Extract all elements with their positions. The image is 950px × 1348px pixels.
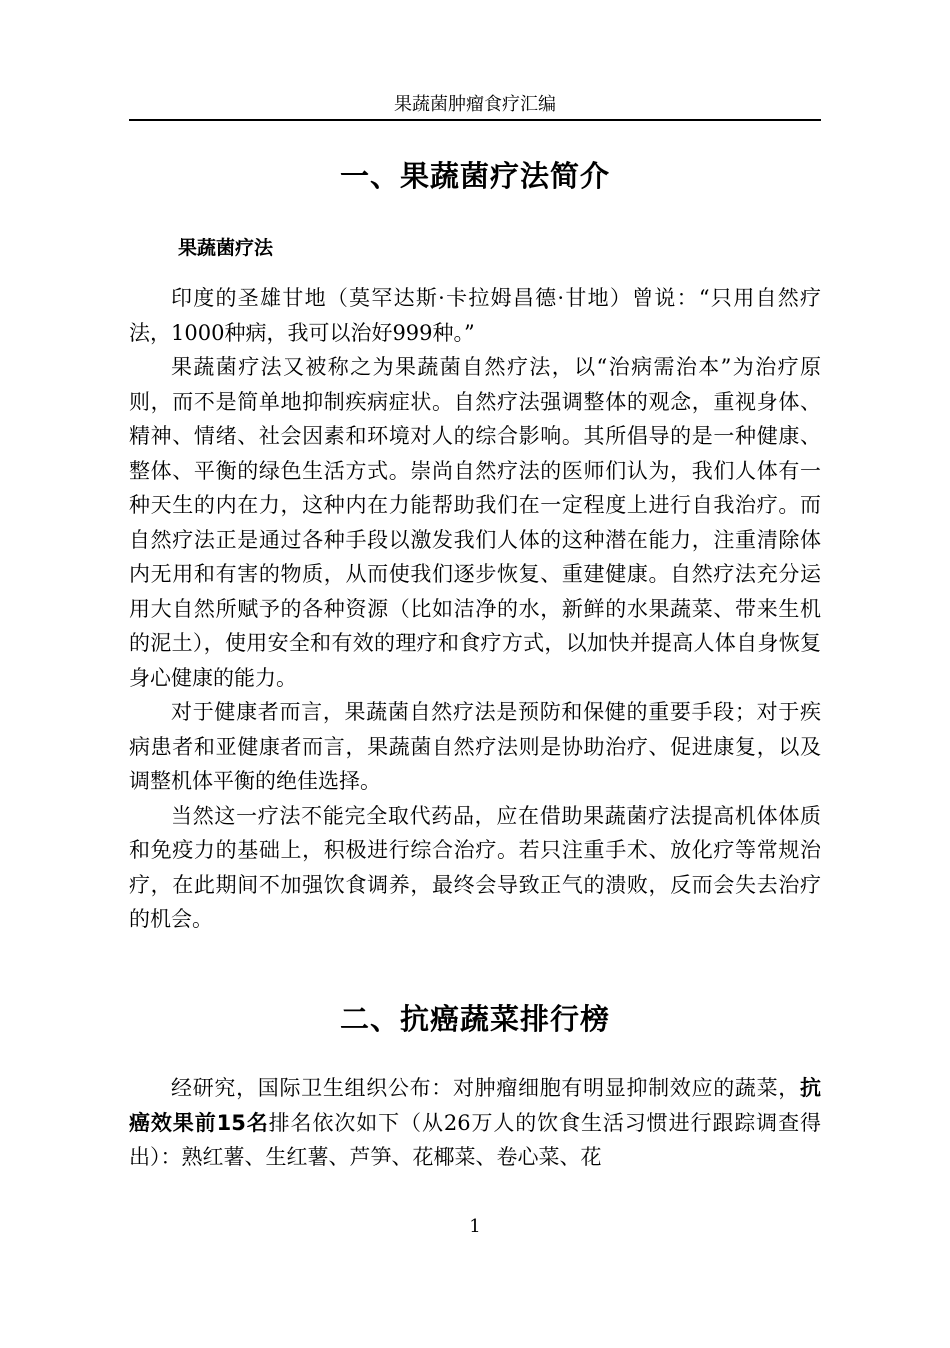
paragraph-text: 排名依次如下（从26万人的饮食生活习惯进行跟踪调查得出）：熟红薯、生红薯、芦笋、花椰菜、卷心菜、花 bbox=[129, 1110, 821, 1169]
section-2-title: 二、抗癌蔬菜排行榜 bbox=[339, 1002, 610, 1036]
paragraph: 果蔬菌疗法又被称之为果蔬菌自然疗法，以“治病需治本”为治疗原则，而不是简单地抑制疾病症状。自然疗法强调整体的观念，重视身体、精神、情绪、社会因素和环境对人的综合影响。其所倡导的是一种健康、整体、平衡的绿色生活方式。崇尚自然疗法的医师们认为，我们人体有一种天生的内在力，这种内在力能帮助我们在一定程度上进行自我治疗。而自然疗法正是通过各种手段以激发我们人体的这种潜在能力，注重清除体内无用和有害的物质，从而使我们逐步恢复、重建健康。自然疗法充分运用大自然所赋予的各种资源（比如洁净的水，新鲜的水果蔬菜、带来生机的泥土），使用安全和有效的理疗和食疗方式，以加快并提高人体自身恢复身心健康的能力。 bbox=[129, 355, 821, 690]
running-header: 果蔬菌肿瘤食疗汇编 bbox=[394, 94, 556, 115]
paragraph: 当然这一疗法不能完全取代药品，应在借助果蔬菌疗法提高机体体质和免疫力的基础上，积极进行综合治疗。若只注重手术、放化疗等常规治疗，在此期间不加强饮食调养，最终会导致正气的溃败，反而会失去治疗的机会。 bbox=[129, 803, 821, 931]
paragraph bbox=[129, 1071, 821, 1175]
paragraph: 对于健康者而言，果蔬菌自然疗法是预防和保健的重要手段；对于疾病患者和亚健康者而言，果蔬菌自然疗法则是协助治疗、促进康复，以及调整机体平衡的绝佳选择。 bbox=[129, 700, 821, 793]
page-number: 1 bbox=[469, 1216, 481, 1237]
paragraph: 印度的圣雄甘地（莫罕达斯·卡拉姆昌德·甘地）曾说：“只用自然疗法，1000种病，我可以治好999种。” bbox=[129, 286, 821, 345]
section-1-subtitle: 果蔬菌疗法 bbox=[178, 237, 274, 259]
section-1-body bbox=[129, 281, 821, 937]
paragraph-text: 经研究，国际卫生组织公布：对肿瘤细胞有明显抑制效应的蔬菜， bbox=[171, 1076, 800, 1100]
section-1-title: 一、果蔬菌疗法简介 bbox=[339, 159, 610, 193]
section-2-body bbox=[129, 1071, 821, 1175]
header-rule bbox=[129, 119, 821, 121]
emphasis-text: 抗癌效果前15名 bbox=[129, 1076, 821, 1135]
